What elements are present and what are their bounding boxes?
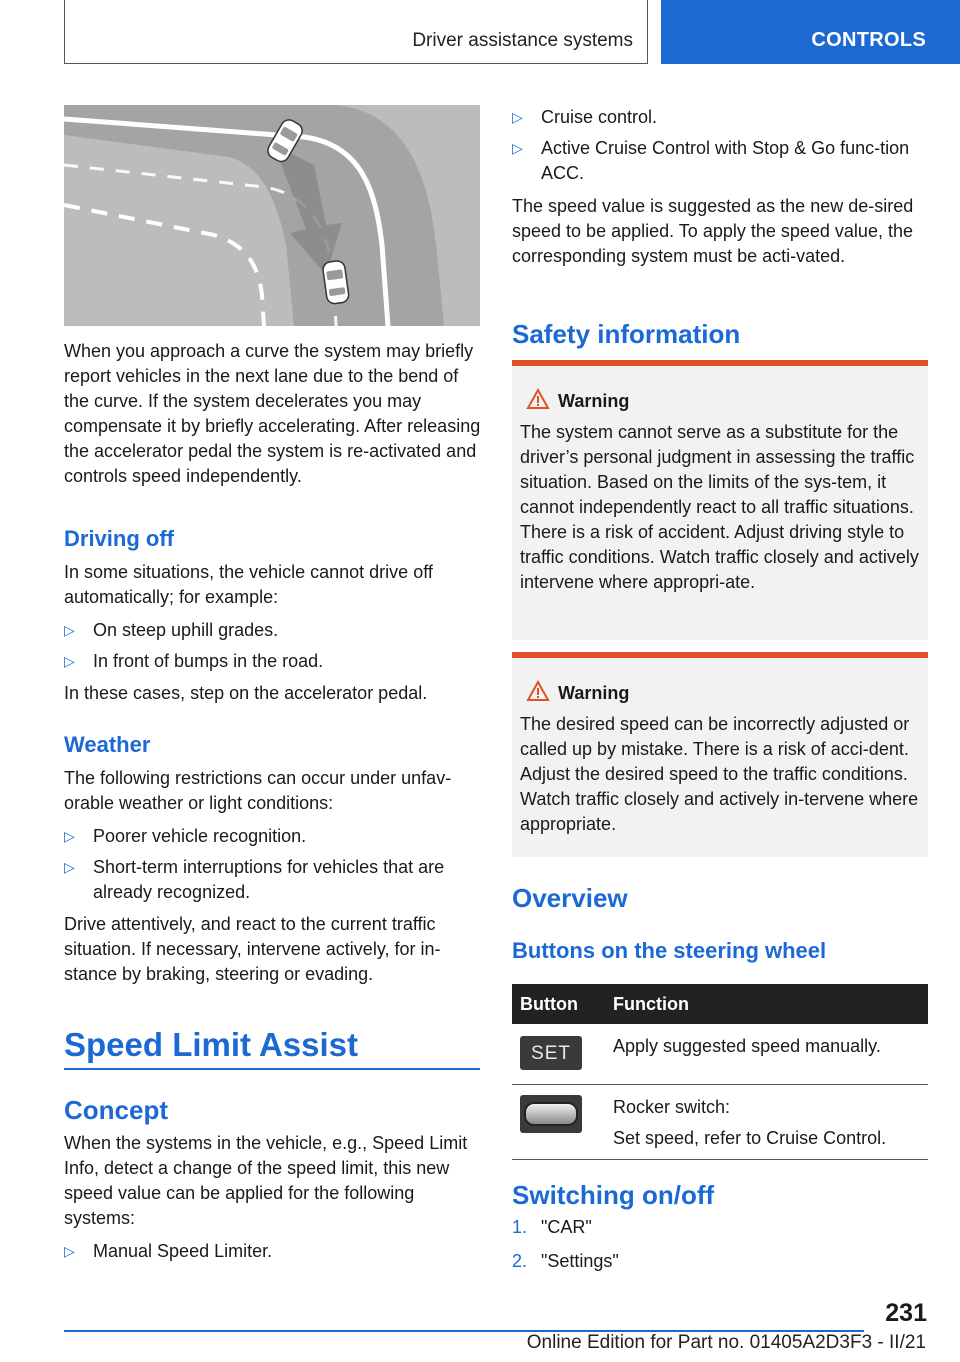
table-header-row: [512, 984, 928, 1024]
driving-off-list: [64, 618, 482, 674]
set-button-icon: SET: [520, 1036, 582, 1070]
steps-list: [512, 1215, 928, 1274]
button-cell: [512, 1024, 605, 1084]
driving-off-heading: Driving off: [64, 526, 174, 551]
bullet-triangle-icon: ▷: [512, 109, 523, 125]
page-number: 231: [885, 1299, 927, 1327]
list-item: 1. "CAR": [512, 1217, 592, 1237]
concept-text: When the systems in the vehicle, e.g., Speed Limit Info, detect a change of the speed limit, this new speed value can be applied for the following systems:: [64, 1133, 468, 1228]
switching-heading: Switching on/off: [512, 1180, 715, 1210]
table-row: [512, 1024, 928, 1084]
buttons-heading: Buttons on the steering wheel: [512, 938, 827, 963]
list-item: ▷ Poorer vehicle recognition.: [64, 824, 482, 849]
buttons-table: [512, 984, 928, 1160]
function-cell: Apply suggested speed manually.: [605, 1024, 928, 1084]
bullet-triangle-icon: ▷: [64, 622, 75, 638]
controls-tab[interactable]: [661, 0, 960, 64]
concept-heading: Concept: [64, 1095, 168, 1125]
driving-off-outro: In these cases, step on the accelerator pedal.: [64, 683, 428, 703]
footer-edition: Online Edition for Part no. 01405A2D3F3 - II/21: [526, 1332, 926, 1353]
warning-triangle-icon: [526, 680, 550, 702]
concept-list: [64, 1239, 482, 1264]
warning-text: The system cannot serve as a substitute for the driver’s personal judgment in assessing the traffic situation. Based on the limits of the sys-tem, it cannot independently react to all traffic situations. There is a risk of accident. Adjust driving style to traffic conditions. Watch traffic closely and actively intervene where appropri-ate.: [520, 422, 919, 592]
warning-title: Warning: [520, 388, 920, 414]
weather-heading: Weather: [64, 732, 151, 757]
warning-title: Warning: [520, 680, 920, 706]
page-header: [64, 0, 648, 64]
curve-text: When you approach a curve the system may briefly report vehicles in the next lane due to the bend of the curve. If the system decelerates you may compensate it by briefly accelerating. After releasing the accelerator pedal the system is re-activated and controls speed independently.: [64, 341, 481, 486]
weather-intro: The following restrictions can occur under unfav-orable weather or light conditions:: [64, 768, 452, 813]
warning-triangle-icon: [526, 388, 550, 410]
systems-list: [512, 105, 928, 186]
warning-text: The desired speed can be incorrectly adjusted or called up by mistake. There is a risk of acci-dent. Adjust the desired speed to the traffic conditions. Watch traffic closely and actively in-tervene where appropriate.: [520, 714, 919, 834]
safety-heading: Safety information: [512, 319, 741, 349]
bullet-triangle-icon: ▷: [64, 828, 75, 844]
rocker-switch-icon: [520, 1095, 582, 1133]
column-header: Button: [512, 984, 605, 1024]
weather-outro: Drive attentively, and react to the current traffic situation. If necessary, intervene actively, for in-stance by braking, steering or evading.: [64, 914, 441, 984]
speed-limit-assist-title: Speed Limit Assist: [64, 1026, 359, 1063]
bullet-triangle-icon: ▷: [64, 653, 75, 669]
warning-box: [512, 360, 928, 640]
list-item: ▷ On steep uphill grades.: [64, 618, 482, 643]
driving-off-intro: In some situations, the vehicle cannot drive off automatically; for example:: [64, 562, 433, 607]
function-cell: Rocker switch: Set speed, refer to Cruise Control.: [605, 1084, 928, 1159]
column-header: Function: [605, 984, 928, 1024]
list-item: ▷ Cruise control.: [512, 105, 928, 130]
section-title: Driver assistance systems: [412, 30, 633, 51]
list-item: ▷ Manual Speed Limiter.: [64, 1239, 482, 1264]
weather-list: [64, 824, 482, 905]
warning-box: [512, 652, 928, 857]
bullet-triangle-icon: ▷: [64, 1243, 75, 1259]
list-item: ▷ In front of bumps in the road.: [64, 649, 482, 674]
bullet-triangle-icon: ▷: [512, 140, 523, 156]
title-divider: [64, 1068, 480, 1070]
bullet-triangle-icon: ▷: [64, 859, 75, 875]
list-item: 2. "Settings": [512, 1251, 619, 1271]
overview-heading: Overview: [512, 883, 628, 913]
list-item: ▷ Active Cruise Control with Stop & Go func-tion ACC.: [512, 138, 910, 183]
list-item: ▷ Short-term interruptions for vehicles that are already recognized.: [64, 857, 445, 902]
button-cell: [512, 1084, 605, 1159]
suggest-text: The speed value is suggested as the new de-sired speed to be applied. To apply the speed value, the corresponding system must be acti-vated.: [512, 196, 914, 266]
curve-illustration: [64, 105, 480, 326]
controls-tab-label: CONTROLS: [811, 29, 926, 51]
table-row: [512, 1084, 928, 1159]
